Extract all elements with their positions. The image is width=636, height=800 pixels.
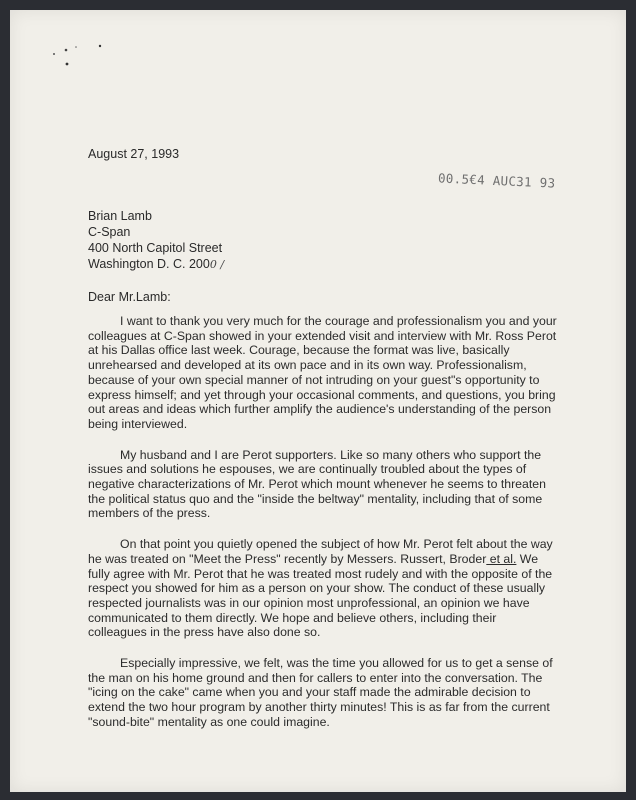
- paper-specks: [36, 40, 116, 80]
- salutation: Dear Mr.Lamb:: [88, 290, 171, 304]
- paragraph-1: I want to thank you very much for the courage and professionalism you and your colleagues at C-Span showed in your extended visit and interview with Mr. Ross Perot at his Dallas office last week. Courage, because the format was live, basically unrehearsed and developed at its own pace and in its own way. Professionalism, because of your own special manner of not intruding on your guest"s opportunity to express himself; and yet through your occasional comments, and questions, you bring out areas and ideas which further amplify the audience's understanding of the person being interviewed.: [88, 314, 557, 431]
- recipient-name: Brian Lamb: [88, 209, 152, 223]
- recipient-company: C-Span: [88, 225, 131, 239]
- letter-body: [88, 314, 558, 746]
- paragraph-4: Especially impressive, we felt, was the time you allowed for us to get a sense of the man on his home ground and then for callers to enter into the conversation. The "icing on the cake" came when you and your staff made the admirable decision to extend the two hour program by another thirty minutes! This is as far from the current "sound-bite" mentality as one could imagine.: [88, 656, 553, 729]
- et-al-underlined: et al.: [486, 551, 517, 566]
- paragraph-3: [88, 537, 558, 640]
- recipient-city: [88, 256, 224, 273]
- letter-page: [10, 10, 626, 792]
- paragraph-3-rest: We fully agree with Mr. Perot that he was treated most rudely and with the opposite of the respect you showed for him as a person on your show. The conduct of these usually respected journalists was in our opinion most unprofessional, an opinion we have communicated to them directly. We hope and believe others, including their colleagues in the press have also done so.: [88, 551, 553, 640]
- received-stamp: 00.5€4 AUC31 93: [437, 170, 556, 191]
- paragraph-3-start: On that point you quietly opened the subject of how Mr. Perot felt about the way he was treated on "Meet the Press" recently by Messers. Russert, Broder: [88, 537, 553, 566]
- recipient-address: [88, 208, 224, 273]
- recipient-street: 400 North Capitol Street: [88, 241, 223, 255]
- recipient-city-typed: Washington D. C. 200: [88, 257, 210, 271]
- recipient-city-handwritten: 0 /: [209, 258, 225, 271]
- letter-date: August 27, 1993: [88, 147, 180, 161]
- paragraph-2: My husband and I are Perot supporters. Like so many others who support the issues and solutions he espouses, we are continually troubled about the types of negative characterizations of Mr. Perot which mount whenever he seems to threaten the political status quo and the "inside the beltway" mentality, including that of some members of the press.: [88, 447, 546, 521]
